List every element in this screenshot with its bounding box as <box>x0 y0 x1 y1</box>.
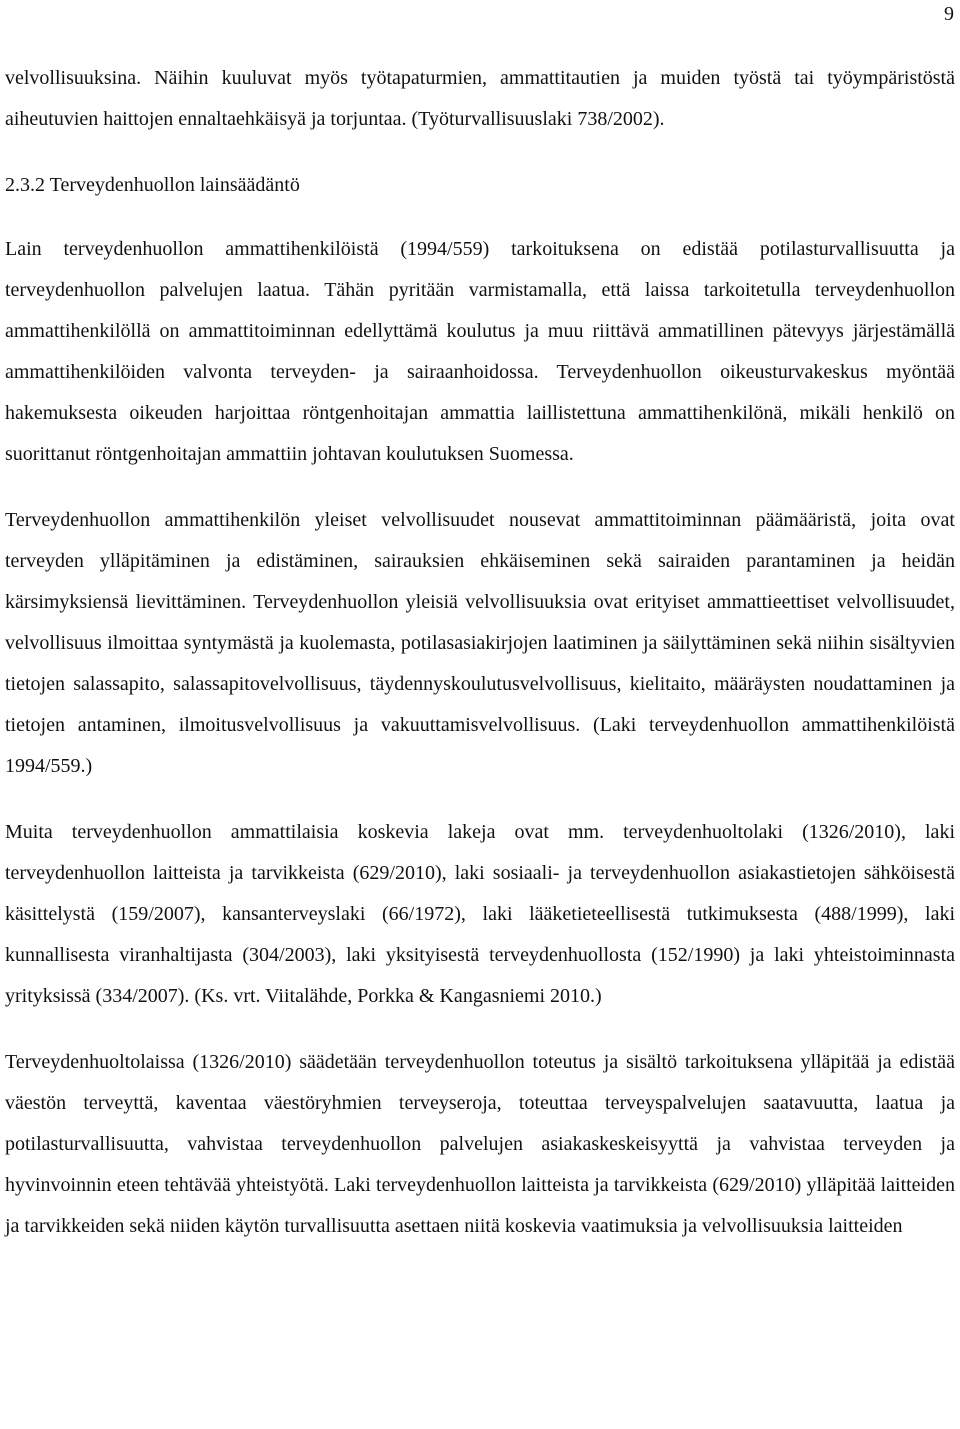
section-heading: 2.3.2 Terveydenhuollon lainsäädäntö <box>5 174 300 196</box>
paragraph-terveydenhuoltolaki: Terveydenhuoltolaissa (1326/2010) säädetään terveydenhuollon toteutus ja sisältö tarkoituksena ylläpitää ja edistää väestön terveyttä, kaventaa väestöryhmien terveyseroja, toteuttaa terveyspalvelujen saatavuutta, laatua ja potilasturvallisuutta, vahvistaa terveydenhuollon palvelujen asiakaskeskeisyyttä ja vahvistaa terveyden ja hyvinvoinnin eteen tehtävää yhteistyötä. Laki terveydenhuollon laitteista ja tarvikkeista (629/2010) ylläpitää laitteiden ja tarvikkeiden sekä niiden käytön turvallisuutta asettaen niitä koskevia vaatimuksia ja velvollisuuksia laitteiden <box>5 1051 955 1237</box>
page-number: 9 <box>944 3 954 25</box>
document-body <box>5 58 955 1247</box>
paragraph-lain-terveydenhuollon: Lain terveydenhuollon ammattihenkilöistä (1994/559) tarkoituksena on edistää potilasturvallisuutta ja terveydenhuollon palvelujen laatua. Tähän pyritään varmistamalla, että laissa tarkoitetulla terveydenhuollon ammattihenkilöllä on ammattitoiminnan edellyttämä koulutus ja muu riittävä ammatillinen pätevyys järjestämällä ammattihenkilöiden valvonta terveyden- ja sairaanhoidossa. Terveydenhuollon oikeusturvakeskus myöntää hakemuksesta oikeuden harjoittaa röntgenhoitajan ammattia laillistettuna ammattihenkilönä, mikäli henkilö on suorittanut röntgenhoitajan ammattiin johtavan koulutuksen Suomessa. <box>5 238 955 465</box>
paragraph-yleiset-velvollisuudet: Terveydenhuollon ammattihenkilön yleiset velvollisuudet nousevat ammattitoiminnan päämääristä, joita ovat terveyden ylläpitäminen ja edistäminen, sairauksien ehkäiseminen sekä sairaiden parantaminen ja heidän kärsimyksiensä lievittäminen. Terveydenhuollon yleisiä velvollisuuksia ovat erityiset ammattieettiset velvollisuudet, velvollisuus ilmoittaa syntymästä ja kuolemasta, potilasasiakirjojen laatiminen ja säilyttäminen sekä niihin sisältyvien tietojen salassapito, salassapitovelvollisuus, täydennyskoulutusvelvollisuus, kielitaito, määräysten noudattaminen ja tietojen antaminen, ilmoitusvelvollisuus ja vakuuttamisvelvollisuus. (Laki terveydenhuollon ammattihenkilöistä 1994/559.) <box>5 509 955 777</box>
paragraph-intro: velvollisuuksina. Näihin kuuluvat myös työtapaturmien, ammattitautien ja muiden työstä tai työympäristöstä aiheutuvien haittojen ennaltaehkäisyä ja torjuntaa. (Työturvallisuuslaki 738/2002). <box>5 67 955 130</box>
paragraph-muita-lakeja: Muita terveydenhuollon ammattilaisia koskevia lakeja ovat mm. terveydenhuoltolaki (1326/2010), laki terveydenhuollon laitteista ja tarvikkeista (629/2010), laki sosiaali- ja terveydenhuollon asiakastietojen sähköisestä käsittelystä (159/2007), kansanterveyslaki (66/1972), laki lääketieteellisestä tutkimuksesta (488/1999), laki kunnallisesta viranhaltijasta (304/2003), laki yksityisestä terveydenhuollosta (152/1990) ja laki yhteistoiminnasta yrityksissä (334/2007). (Ks. vrt. Viitalähde, Porkka & Kangasniemi 2010.) <box>5 821 955 1007</box>
